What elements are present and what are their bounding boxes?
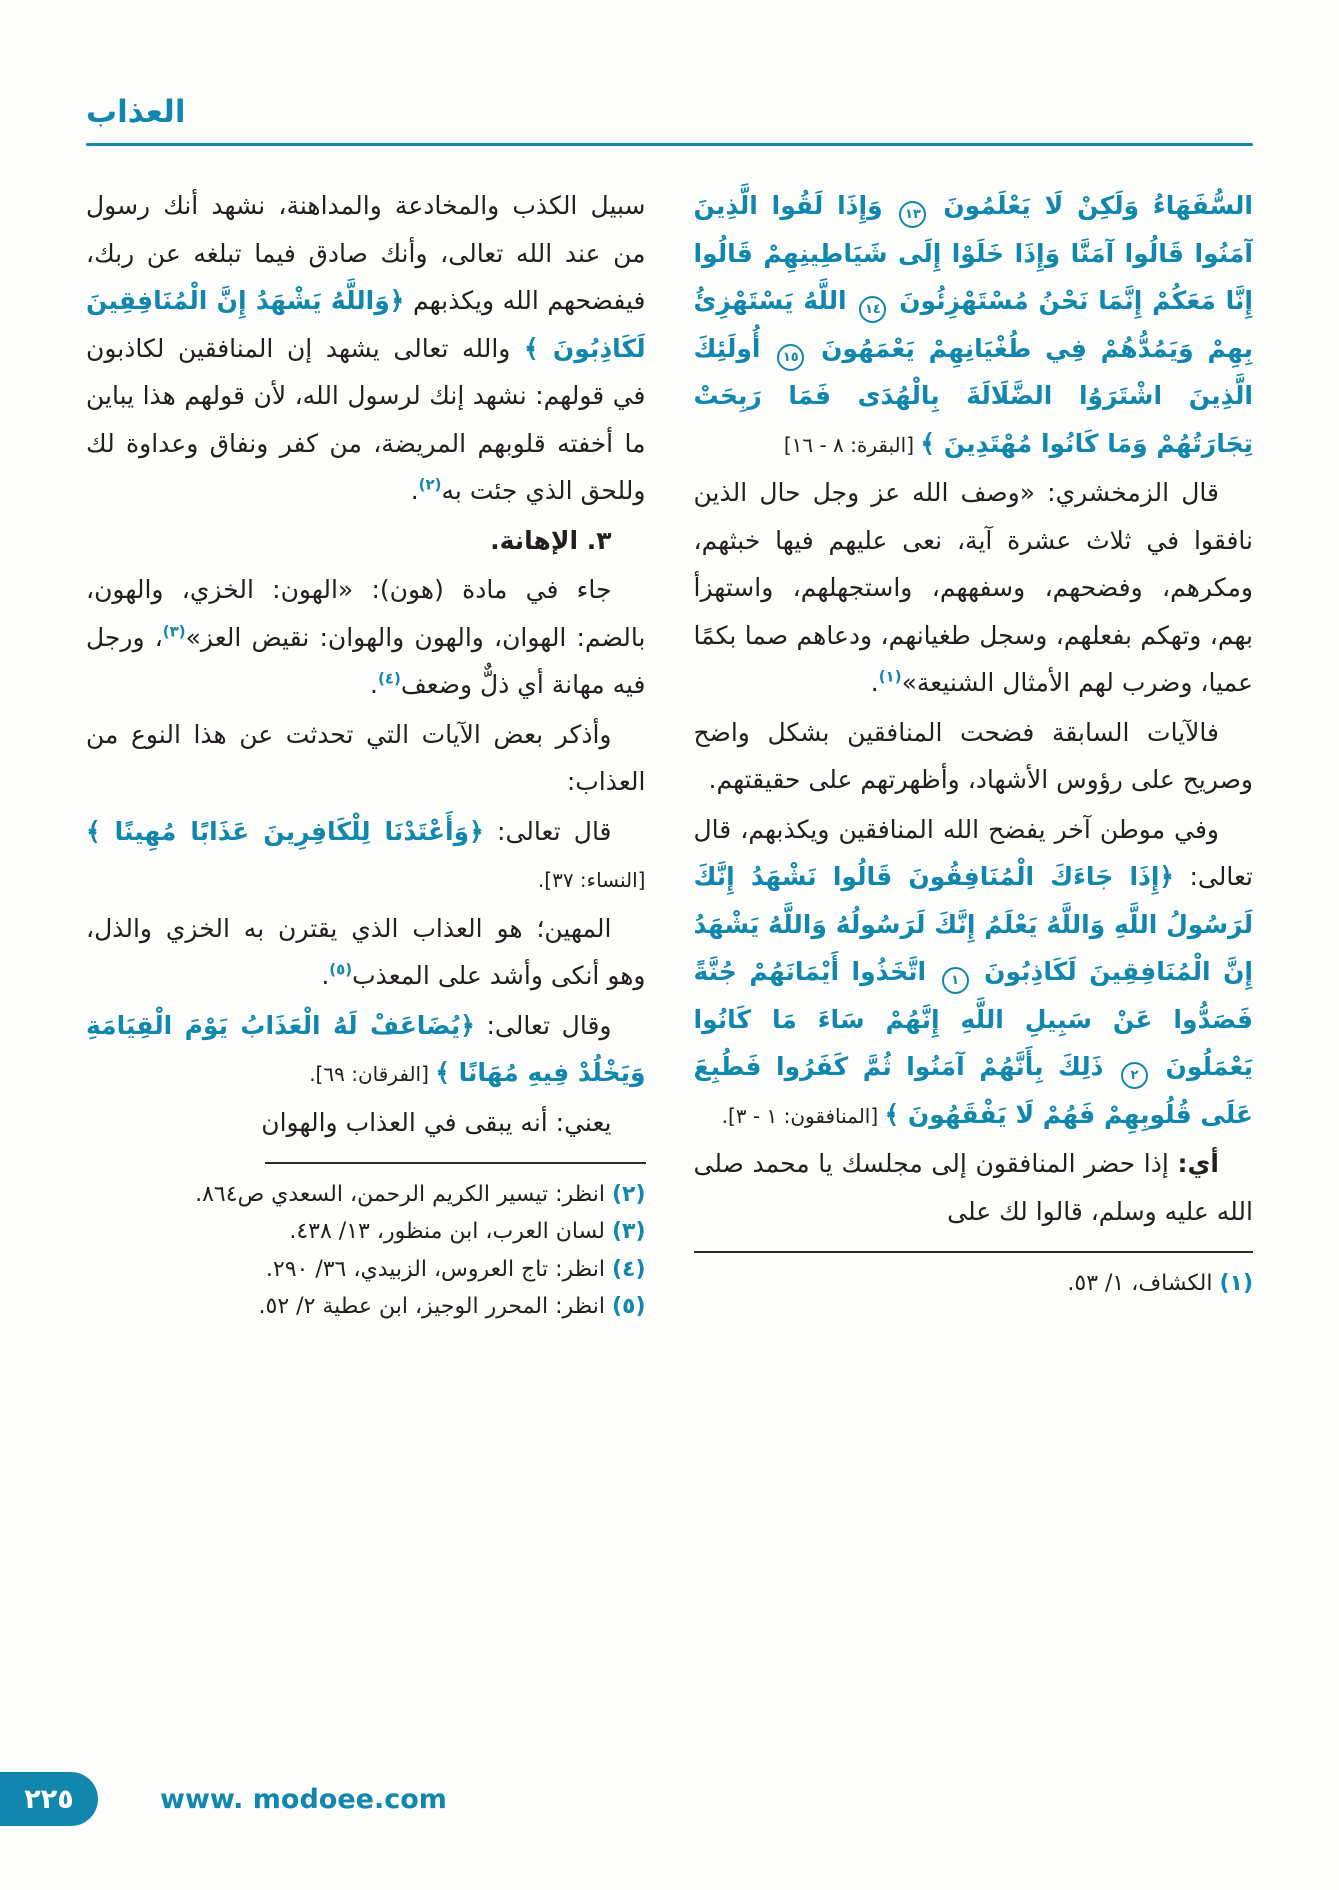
column-right-footnote-list	[694, 1265, 1254, 1302]
footnote-text: انظر: تيسير الكريم الرحمن، السعدي ص٨٦٤.	[195, 1182, 612, 1207]
footnote	[86, 1176, 646, 1213]
ayah-number-marker: ١	[942, 967, 969, 994]
body-text: سبيل الكذب والمخادعة والمداهنة، نشهد أنك رسول من عند الله تعالى، وأنك صادق فيما تبلغه عن ربك، فيفضحهم الله ويكذبهم	[86, 191, 646, 315]
paragraph	[694, 469, 1254, 707]
verse-reference: [البقرة: ٨ - ١٦]	[783, 432, 921, 457]
body-text: المهين؛ هو العذاب الذي يقترن به الخزي والذل، وهو أنكى وأشد على المعذب	[86, 913, 646, 990]
quran-text: ﴿وَأَعْتَدْنَا لِلْكَافِرِينَ عَذَابًا مُهِينًا ﴾	[86, 816, 484, 846]
footnote-marker: (١)	[878, 667, 902, 686]
paragraph	[86, 566, 646, 709]
body-text: إذا حضر المنافقون إلى مجلسك يا محمد صلى الله عليه وسلم، قالوا لك على	[693, 1149, 1253, 1226]
paragraph	[86, 182, 646, 515]
ayah-number-marker: ١٥	[777, 344, 804, 371]
quran-text: ذَلِكَ بِأَنَّهُمْ آمَنُوا ثُمَّ كَفَرُوا فَطُبِعَ عَلَى قُلُوبِهِمْ فَهُمْ لَا يَفْقَهُونَ ﴾	[693, 1052, 1253, 1129]
quran-text: السُّفَهَاءُ وَلَكِنْ لَا يَعْلَمُونَ	[929, 191, 1253, 220]
body-text: .	[321, 961, 330, 990]
footnote-marker: (٢)	[418, 475, 442, 494]
column-right	[694, 182, 1254, 1782]
paragraph	[694, 806, 1254, 1139]
page-number: ٢٢٥	[24, 1783, 74, 1815]
paragraph	[86, 808, 646, 903]
page-number-badge	[0, 1772, 98, 1826]
footnote	[86, 1213, 646, 1250]
paragraph	[86, 1002, 646, 1097]
footnote-text: لسان العرب، ابن منظور، ١٣/ ٤٣٨.	[289, 1219, 612, 1245]
footnote-separator	[265, 1162, 645, 1164]
quran-text: ﴿إِذَا جَاءَكَ الْمُنَافِقُونَ قَالُوا نَشْهَدُ إِنَّكَ لَرَسُولُ اللَّهِ وَاللَّهُ يَعْلَمُ إِنَّكَ لَرَسُولُهُ وَاللَّهُ يَشْهَدُ إِنَّ الْمُنَافِقِينَ لَكَاذِبُونَ	[693, 862, 1253, 986]
column-left-footnotes	[86, 1162, 646, 1326]
quran-text: اتَّخَذُوا أَيْمَانَهُمْ جُنَّةً فَصَدُّوا عَنْ سَبِيلِ اللَّهِ إِنَّهُمْ سَاءَ مَا كَانُوا يَعْمَلُونَ	[693, 957, 1253, 1081]
footnote	[694, 1265, 1254, 1302]
footnote-text: انظر: تاج العروس، الزبيدي، ٣٦/ ٢٩٠.	[265, 1256, 612, 1282]
footnote-marker: (٣)	[162, 622, 186, 641]
verse-reference: [المنافقون: ١ - ٣].	[721, 1103, 885, 1128]
body-text: فالآيات السابقة فضحت المنافقين بشكل واضح وصريح على رؤوس الأشهاد، وأظهرتهم على حقيقتهم.	[693, 717, 1253, 794]
footnote	[86, 1288, 646, 1325]
quran-text: ﴿وَاللَّهُ يَشْهَدُ إِنَّ الْمُنَافِقِينَ لَكَاذِبُونَ ﴾	[86, 286, 646, 363]
page-header	[86, 94, 1253, 146]
quran-text: أُولَئِكَ الَّذِينَ اشْتَرَوُا الضَّلَالَةَ بِالْهُدَى فَمَا رَبِحَتْ تِجَارَتُهُمْ وَمَا كَانُوا مُهْتَدِينَ ﴾	[693, 333, 1253, 458]
footnote-number: (٣)	[611, 1219, 646, 1245]
verse-reference: [الفرقان: ٦٩].	[309, 1062, 436, 1086]
ayah-number-marker: ٢	[1121, 1062, 1148, 1089]
footnote-marker: (٤)	[377, 669, 401, 688]
body-text: ٣. الإهانة.	[490, 525, 612, 555]
column-right-paragraphs	[694, 182, 1254, 1237]
body-text: وقال تعالى:	[474, 1010, 612, 1040]
footnote-text: انظر: المحرر الوجيز، ابن عطية ٢/ ٥٢.	[258, 1294, 612, 1320]
quran-text: وَإِذَا لَقُوا الَّذِينَ آمَنُوا قَالُوا آمَنَّا وَإِذَا خَلَوْا إِلَى شَيَاطِينِهِمْ قَالُوا إِنَّا مَعَكُمْ إِنَّمَا نَحْنُ مُسْتَهْزِئُونَ	[693, 191, 1253, 315]
body-text: أي:	[1177, 1149, 1219, 1178]
paragraph	[694, 1140, 1254, 1235]
column-left-footnote-list	[86, 1176, 646, 1326]
body-text: .	[370, 670, 378, 699]
paragraph	[86, 711, 646, 806]
body-text: جاء في مادة (هون): «الهون: الخزي، والهون، بالضم: الهوان، والهون والهوان: نقيض العز»	[86, 575, 646, 652]
ayah-number-marker: ١٣	[899, 201, 926, 228]
footnote-separator	[694, 1251, 1254, 1253]
chapter-title: العذاب	[86, 94, 186, 130]
body-text: قال الزمخشري: «وصف الله عز وجل حال الذين نافقوا في ثلاث عشرة آية، نعى عليهم فيها خبثهم، ومكرهم، وفضحهم، وسفههم، واستجهلهم، واستهزأ بهم، وتهكم بفعلهم، وسجل طغيانهم، ودعاهم صما بكمًا عميا، وضرب لهم الأمثال الشنيعة»	[693, 478, 1253, 697]
body-text: والله تعالى يشهد إن المنافقين لكاذبون في قولهم: نشهد إنك لرسول الله، لأن قولهم هذا يباين ما أخفته قلوبهم المريضة، من كفر ونفاق وعداوة لك وللحق الذي جئت به	[86, 333, 646, 505]
footnote-number: (٥)	[611, 1294, 646, 1320]
body-text: .	[410, 476, 419, 505]
column-left-paragraphs	[86, 182, 646, 1148]
body-text: .	[870, 668, 879, 697]
footnote-marker: (٥)	[329, 960, 353, 979]
body-text: يعني: أنه يبقى في العذاب والهوان	[261, 1107, 612, 1137]
body-text: ، ورجل فيه مهانة أي ذلٌّ وضعف	[86, 622, 646, 699]
column-right-footnotes	[694, 1251, 1254, 1302]
verse-reference: [النساء: ٣٧].	[537, 868, 646, 892]
footnote-number: (٢)	[611, 1182, 646, 1207]
column-left	[86, 182, 646, 1782]
section-heading	[86, 517, 646, 565]
footnote-number: (١)	[1219, 1271, 1253, 1296]
body-text: قال تعالى:	[483, 816, 612, 846]
header-rule	[86, 143, 1253, 146]
footnote	[86, 1251, 646, 1288]
quran-text: ﴿يُضَاعَفْ لَهُ الْعَذَابُ يَوْمَ الْقِيَامَةِ وَيَخْلُدْ فِيهِ مُهَانًا ﴾	[86, 1010, 646, 1087]
paragraph	[86, 1099, 646, 1147]
quran-text: اللَّهُ يَسْتَهْزِئُ بِهِمْ وَيَمُدُّهُمْ فِي طُغْيَانِهِمْ يَعْمَهُونَ	[693, 286, 1253, 363]
ayah-number-marker: ١٤	[859, 296, 886, 323]
paragraph	[86, 905, 646, 1000]
paragraph	[694, 182, 1254, 467]
footnote-text: الكشاف، ١/ ٥٣.	[1067, 1271, 1220, 1296]
body-text: وأذكر بعض الآيات التي تحدثت عن هذا النوع من العذاب:	[86, 719, 646, 796]
body-text: وفي موطن آخر يفضح الله المنافقين ويكذبهم، قال تعالى:	[693, 814, 1253, 891]
paragraph	[694, 709, 1254, 804]
website-link[interactable]: www. modoee.com	[160, 1784, 447, 1815]
content-columns	[86, 182, 1253, 1782]
footnote-number: (٤)	[611, 1256, 646, 1282]
